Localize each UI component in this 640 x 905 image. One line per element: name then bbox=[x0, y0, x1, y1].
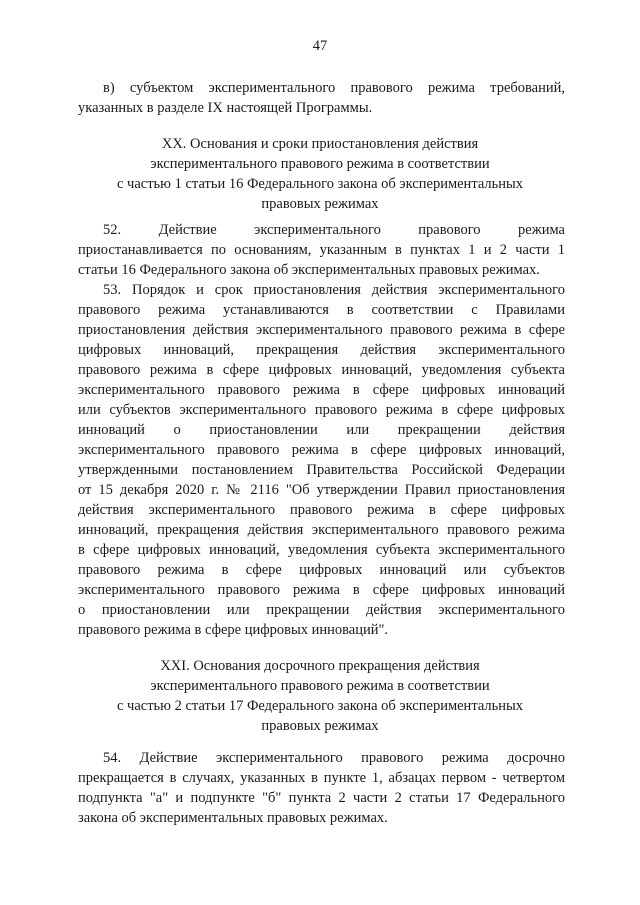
text-line: статьи 16 Федерального закона об экспериментальных правовых режимах. bbox=[78, 262, 540, 278]
text-line: цифровых инноваций, прекращения действия экспериментального bbox=[78, 342, 565, 358]
text-line: утвержденными постановлением Правительства Российской Федерации bbox=[78, 462, 565, 478]
heading-line: XXI. Основания досрочного прекращения действия bbox=[160, 658, 480, 674]
text-line: 53. Порядок и срок приостановления действия экспериментального bbox=[103, 282, 565, 298]
text-line: приостановления действия экспериментального правового режима в сфере bbox=[78, 322, 565, 338]
text-line: правового режима устанавливаются в соответствии с Правилами bbox=[78, 302, 565, 318]
heading-line: правовых режимах bbox=[261, 718, 379, 734]
text-line: прекращается в случаях, указанных в пункте 1, абзацах первом - четвертом bbox=[78, 770, 565, 786]
page-number: 47 bbox=[312, 38, 328, 54]
text-line: экспериментального правового режима в сфере цифровых инноваций bbox=[78, 382, 565, 398]
text-line: о приостановлении или прекращении действия экспериментального bbox=[78, 602, 565, 618]
text-line: экспериментального правового режима в сфере цифровых инноваций, bbox=[78, 442, 565, 458]
text-line: инноваций о приостановлении или прекращении действия bbox=[78, 422, 565, 438]
heading-line: правовых режимах bbox=[261, 196, 379, 212]
text-line: в) субъектом экспериментального правового режима требований, bbox=[103, 80, 565, 96]
text-line: в сфере цифровых инноваций, уведомления субъекта экспериментального bbox=[78, 542, 565, 558]
text-line: правового режима в сфере цифровых инноваций или субъектов bbox=[78, 562, 565, 578]
heading-line: с частью 1 статьи 16 Федерального закона об экспериментальных bbox=[116, 176, 523, 192]
text-line: инноваций, прекращения действия экспериментального правового режима bbox=[78, 522, 565, 538]
text-line: от 15 декабря 2020 г. № 2116 "Об утверждении Правил приостановления bbox=[78, 482, 565, 498]
heading-line: с частью 2 статьи 17 Федерального закона об экспериментальных bbox=[116, 698, 523, 714]
text-line: экспериментального правового режима в сфере цифровых инноваций bbox=[78, 582, 565, 598]
text-line: приостанавливается по основаниям, указанным в пунктах 1 и 2 части 1 bbox=[78, 242, 565, 258]
text-line: указанных в разделе IX настоящей Программы. bbox=[78, 100, 373, 116]
text-line: правового режима в сфере цифровых инноваций". bbox=[78, 622, 389, 638]
text-line: или субъектов экспериментального правового режима в сфере цифровых bbox=[78, 402, 565, 418]
text-line: закона об экспериментальных правовых режимах. bbox=[78, 810, 388, 826]
heading-line: экспериментального правового режима в соответствии bbox=[150, 678, 490, 694]
heading-line: экспериментального правового режима в соответствии bbox=[150, 156, 490, 172]
text-line: подпункта "а" и подпункте "б" пункта 2 части 2 статьи 17 Федерального bbox=[78, 790, 565, 806]
text-line: правового режима в сфере цифровых инноваций, уведомления субъекта bbox=[78, 362, 565, 378]
heading-line: XX. Основания и сроки приостановления действия bbox=[161, 136, 479, 152]
text-line: 52. Действие экспериментального правового режима bbox=[103, 222, 565, 238]
text-line: 54. Действие экспериментального правового режима досрочно bbox=[103, 750, 565, 766]
text-line: действия экспериментального правового режима в сфере цифровых bbox=[78, 502, 565, 518]
